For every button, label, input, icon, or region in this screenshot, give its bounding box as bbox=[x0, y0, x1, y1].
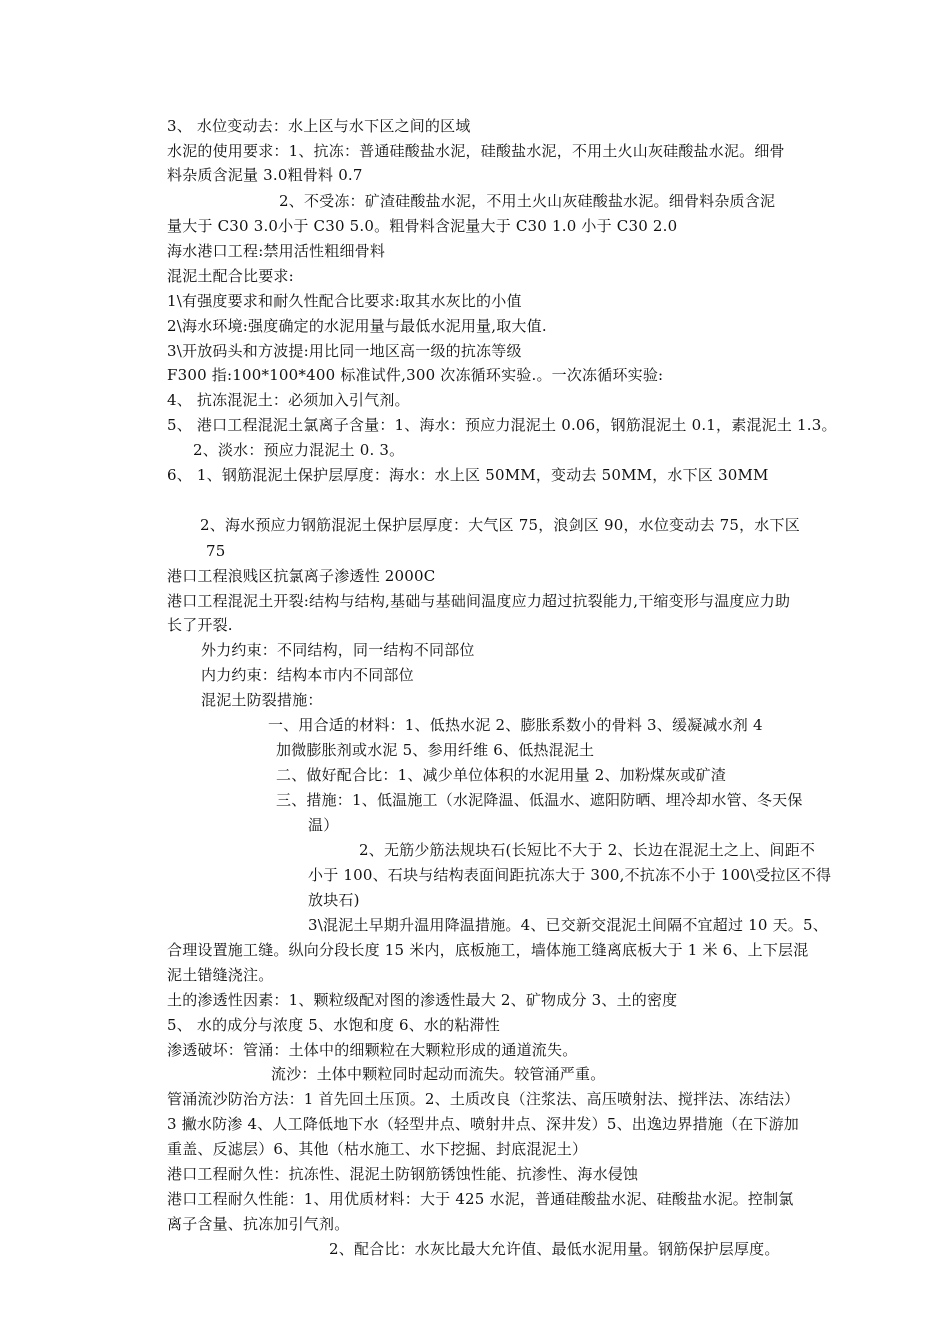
text-line: 量大于 C30 3.0小于 C30 5.0。粗骨料含泥量大于 C30 1.0 小于 C30 2.0 bbox=[167, 217, 678, 235]
text-line: 合理设置施工缝。纵向分段长度 15 米内，底板施工，墙体施工缝离底板大于 1 米 6、上下层混 bbox=[167, 941, 809, 959]
text-line: 4、 抗冻混泥土：必须加入引气剂。 bbox=[167, 391, 410, 409]
text-line: 料杂质含泥量 3.0粗骨料 0.7 bbox=[167, 166, 363, 184]
text-line: 内力约束：结构本市内不同部位 bbox=[201, 666, 414, 684]
text-line: 2、不受冻：矿渣硅酸盐水泥，不用土火山灰硅酸盐水泥。细骨料杂质含泥 bbox=[279, 192, 776, 210]
text-line: 75 bbox=[206, 542, 226, 560]
text-line: 港口工程耐久性：抗冻性、混泥土防钢筋锈蚀性能、抗渗性、海水侵蚀 bbox=[167, 1165, 639, 1183]
text-line: 海水港口工程:禁用活性粗细骨料 bbox=[167, 242, 386, 260]
text-line: 离子含量、抗冻加引气剂。 bbox=[167, 1215, 350, 1233]
text-line: 流沙：土体中颗粒同时起动而流失。较管涌严重。 bbox=[271, 1065, 606, 1083]
text-line: 2、配合比：水灰比最大允许值、最低水泥用量。钢筋保护层厚度。 bbox=[329, 1240, 780, 1258]
text-line: 水泥的使用要求：1、抗冻：普通硅酸盐水泥，硅酸盐水泥，不用土火山灰硅酸盐水泥。细骨 bbox=[167, 142, 785, 160]
text-line: 长了开裂. bbox=[167, 616, 233, 634]
text-line: 三、措施：1、低温施工（水泥降温、低温水、遮阳防晒、埋冷却水管、冬天保 bbox=[276, 791, 803, 809]
text-line: 2、淡水：预应力混泥土 0. 3。 bbox=[193, 441, 405, 459]
text-line: 3 撇水防渗 4、人工降低地下水（轻型井点、喷射井点、深井发）5、出逸边界措施（在下游加 bbox=[167, 1115, 799, 1133]
text-line: 港口工程浪贱区抗氯离子渗透性 2000C bbox=[167, 567, 436, 585]
text-line: 重盖、反滤层）6、其他（枯水施工、水下挖掘、封底混泥土） bbox=[167, 1140, 588, 1158]
text-line: 5、 港口工程混泥土氯离子含量：1、海水：预应力混泥土 0.06，钢筋混泥土 0.1，素混泥土 1.3。 bbox=[167, 416, 837, 434]
text-line: 混泥土配合比要求: bbox=[167, 267, 294, 285]
text-line: 2、海水预应力钢筋混泥土保护层厚度：大气区 75，浪剑区 90，水位变动去 75，水下区 bbox=[200, 516, 800, 534]
text-line: 温） bbox=[308, 816, 339, 834]
text-line: 混泥土防裂措施： bbox=[201, 691, 323, 709]
text-line: 小于 100、石块与结构表面间距抗冻大于 300,不抗冻不小于 100\受拉区不得 bbox=[308, 866, 832, 884]
text-line: 3\混泥土早期升温用降温措施。4、已交新交混泥土间隔不宜超过 10 天。5、 bbox=[308, 916, 828, 934]
text-line: 放块石) bbox=[308, 891, 360, 909]
text-line: 6、 1、钢筋混泥土保护层厚度：海水：水上区 50MM，变动去 50MM，水下区 30MM bbox=[167, 466, 769, 484]
text-line: 港口工程耐久性能：1、用优质材料：大于 425 水泥，普通硅酸盐水泥、硅酸盐水泥。控制氯 bbox=[167, 1190, 794, 1208]
text-line: 港口工程混泥土开裂:结构与结构,基础与基础间温度应力超过抗裂能力,干缩变形与温度应力助 bbox=[167, 592, 791, 610]
text-line: 渗透破坏：管涌：土体中的细颗粒在大颗粒形成的通道流失。 bbox=[167, 1041, 578, 1059]
text-line: 管涌流沙防治方法：1 首先回土压顶。2、土质改良（注浆法、高压喷射法、搅拌法、冻结法） bbox=[167, 1090, 800, 1108]
text-line: 2、无筋少筋法规块石(长短比不大于 2、长边在混泥土之上、间距不 bbox=[359, 841, 816, 859]
text-line: 3、 水位变动去：水上区与水下区之间的区域 bbox=[167, 117, 471, 135]
text-line: 3\开放码头和方波提:用比同一地区高一级的抗冻等级 bbox=[167, 342, 522, 360]
text-line: 加微膨胀剂或水泥 5、参用纤维 6、低热混泥土 bbox=[276, 741, 595, 759]
text-line: 二、做好配合比：1、减少单位体积的水泥用量 2、加粉煤灰或矿渣 bbox=[276, 766, 727, 784]
text-line: 1\有强度要求和耐久性配合比要求:取其水灰比的小值 bbox=[167, 292, 522, 310]
text-line: 一、用合适的材料：1、低热水泥 2、膨胀系数小的骨料 3、缓凝减水剂 4 bbox=[268, 716, 763, 734]
text-line: 5、 水的成分与浓度 5、水饱和度 6、水的粘滞性 bbox=[167, 1016, 500, 1034]
text-line: 土的渗透性因素：1、颗粒级配对图的渗透性最大 2、矿物成分 3、土的密度 bbox=[167, 991, 678, 1009]
text-line: 外力约束：不同结构，同一结构不同部位 bbox=[201, 641, 475, 659]
text-line: 泥土错缝浇注。 bbox=[167, 966, 274, 984]
text-line: 2\海水环境:强度确定的水泥用量与最低水泥用量,取大值. bbox=[167, 317, 547, 335]
text-line: F300 指:100*100*400 标准试件,300 次冻循环实验.。一次冻循环实验: bbox=[167, 366, 664, 384]
